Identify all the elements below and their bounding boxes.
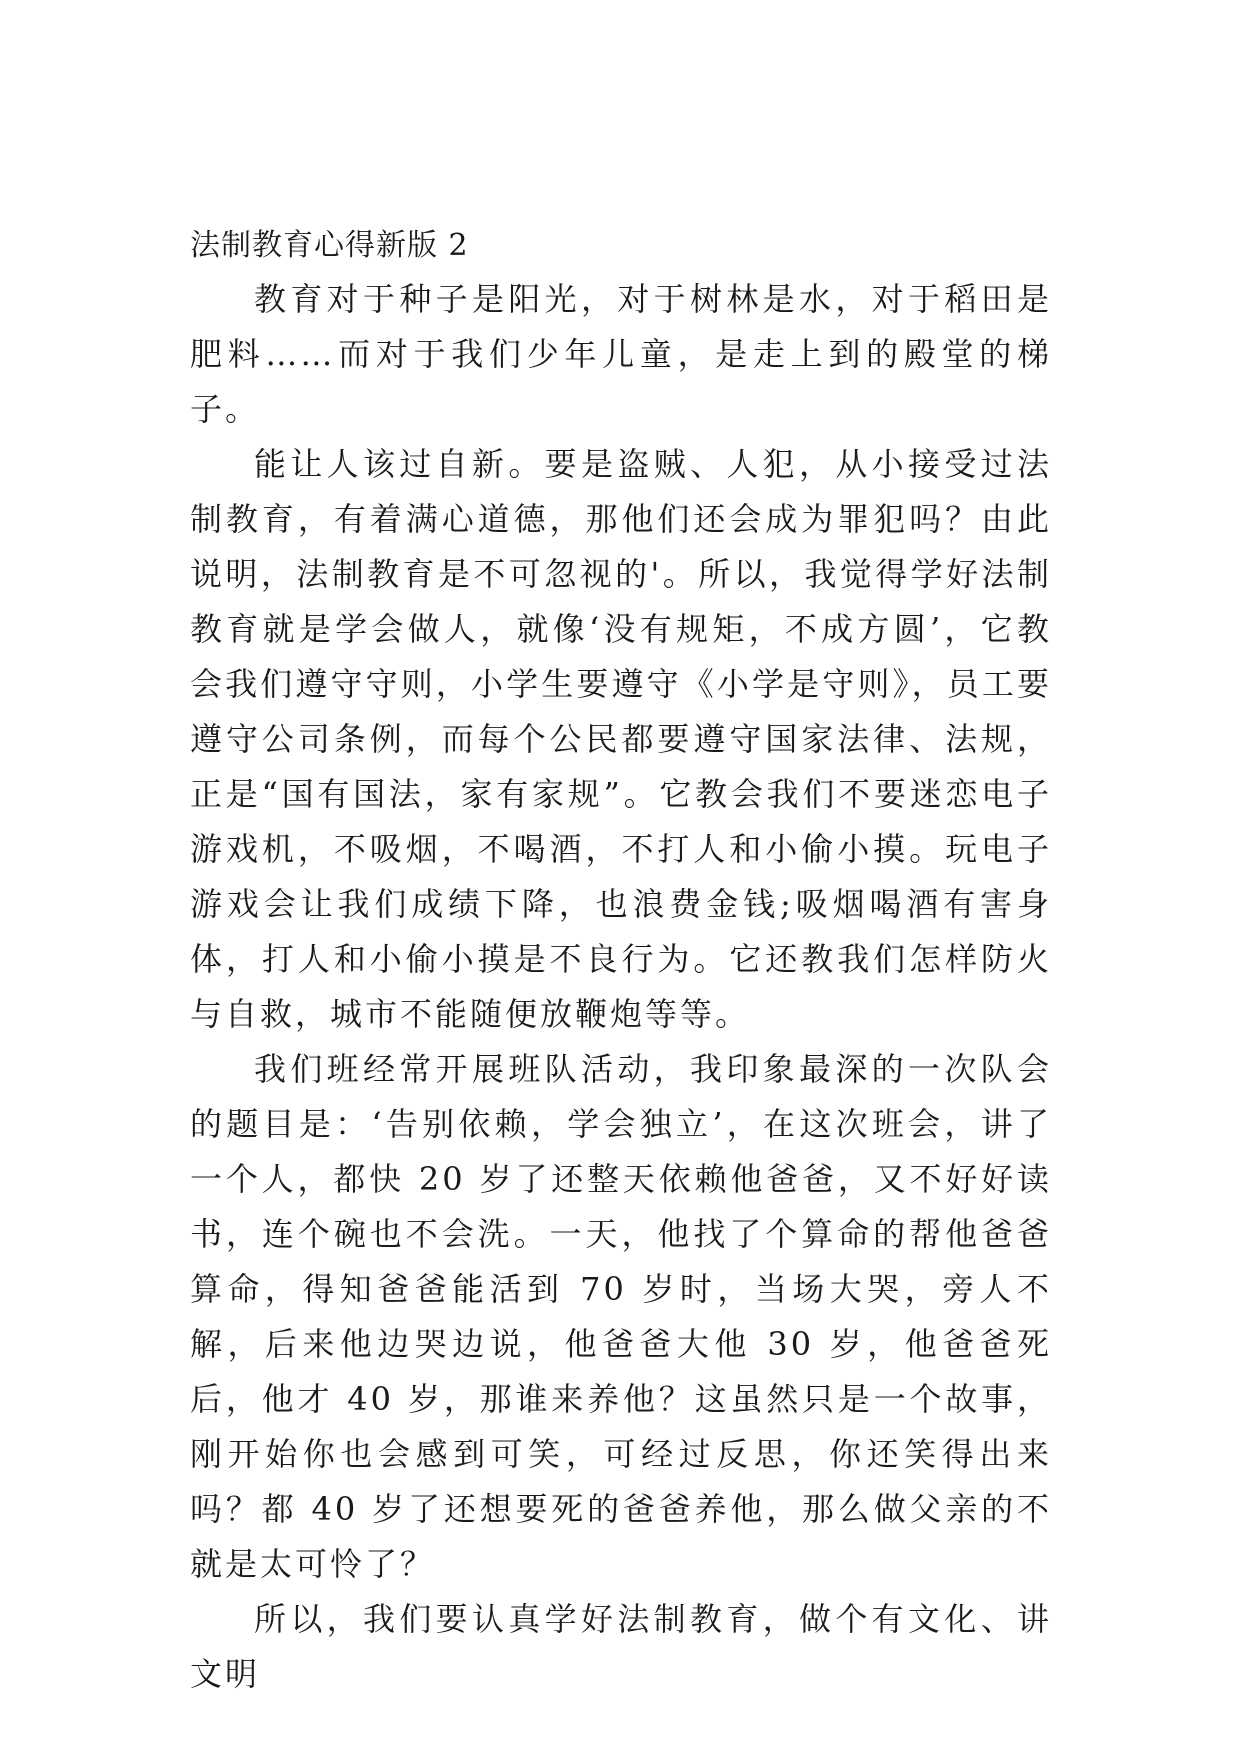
paragraph-3: 我们班经常开展班队活动，我印象最深的一次队会的题目是：‘告别依赖，学会独立’，在这次班会，讲了一个人，都快 20 岁了还整天依赖他爸爸，又不好好读书，连个碗也不会洗。一天，他找了个算命的帮他爸爸算命，得知爸爸能活到 70 岁时，当场大哭，旁人不解，后来他边哭边说，他爸爸大他 30 岁，他爸爸死后，他才 40 岁，那谁来养他？这虽然只是一个故事，刚开始你也会感到可笑，可经过反思，你还笑得出来吗？都 40 岁了还想要死的爸爸养他，那么做父亲的不就是太可怜了？ [190,1050,1052,1583]
paragraph-1: 教育对于种子是阳光，对于树林是水，对于稻田是肥料……而对于我们少年儿童，是走上到的殿堂的梯子。 [190,280,1052,428]
paragraph-4: 所以，我们要认真学好法制教育，做个有文化、讲文明 [190,1600,1052,1693]
paragraph-2: 能让人该过自新。要是盗贼、人犯，从小接受过法制教育，有着满心道德，那他们还会成为罪犯吗？由此说明，法制教育是不可忽视的'。所以，我觉得学好法制教育就是学会做人，就像‘没有规矩，不成方圆’，它教会我们遵守守则，小学生要遵守《小学是守则》，员工要遵守公司条例，而每个公民都要遵守国家法律、法规，正是“国有国法，家有家规”。它教会我们不要迷恋电子游戏机，不吸烟，不喝酒，不打人和小偷小摸。玩电子游戏会让我们成绩下降，也浪费金钱;吸烟喝酒有害身体，打人和小偷小摸是不良行为。它还教我们怎样防火与自救，城市不能随便放鞭炮等等。 [190,445,1052,1033]
document-body [190,272,1052,1702]
document-title: 法制教育心得新版 2 [190,228,469,263]
